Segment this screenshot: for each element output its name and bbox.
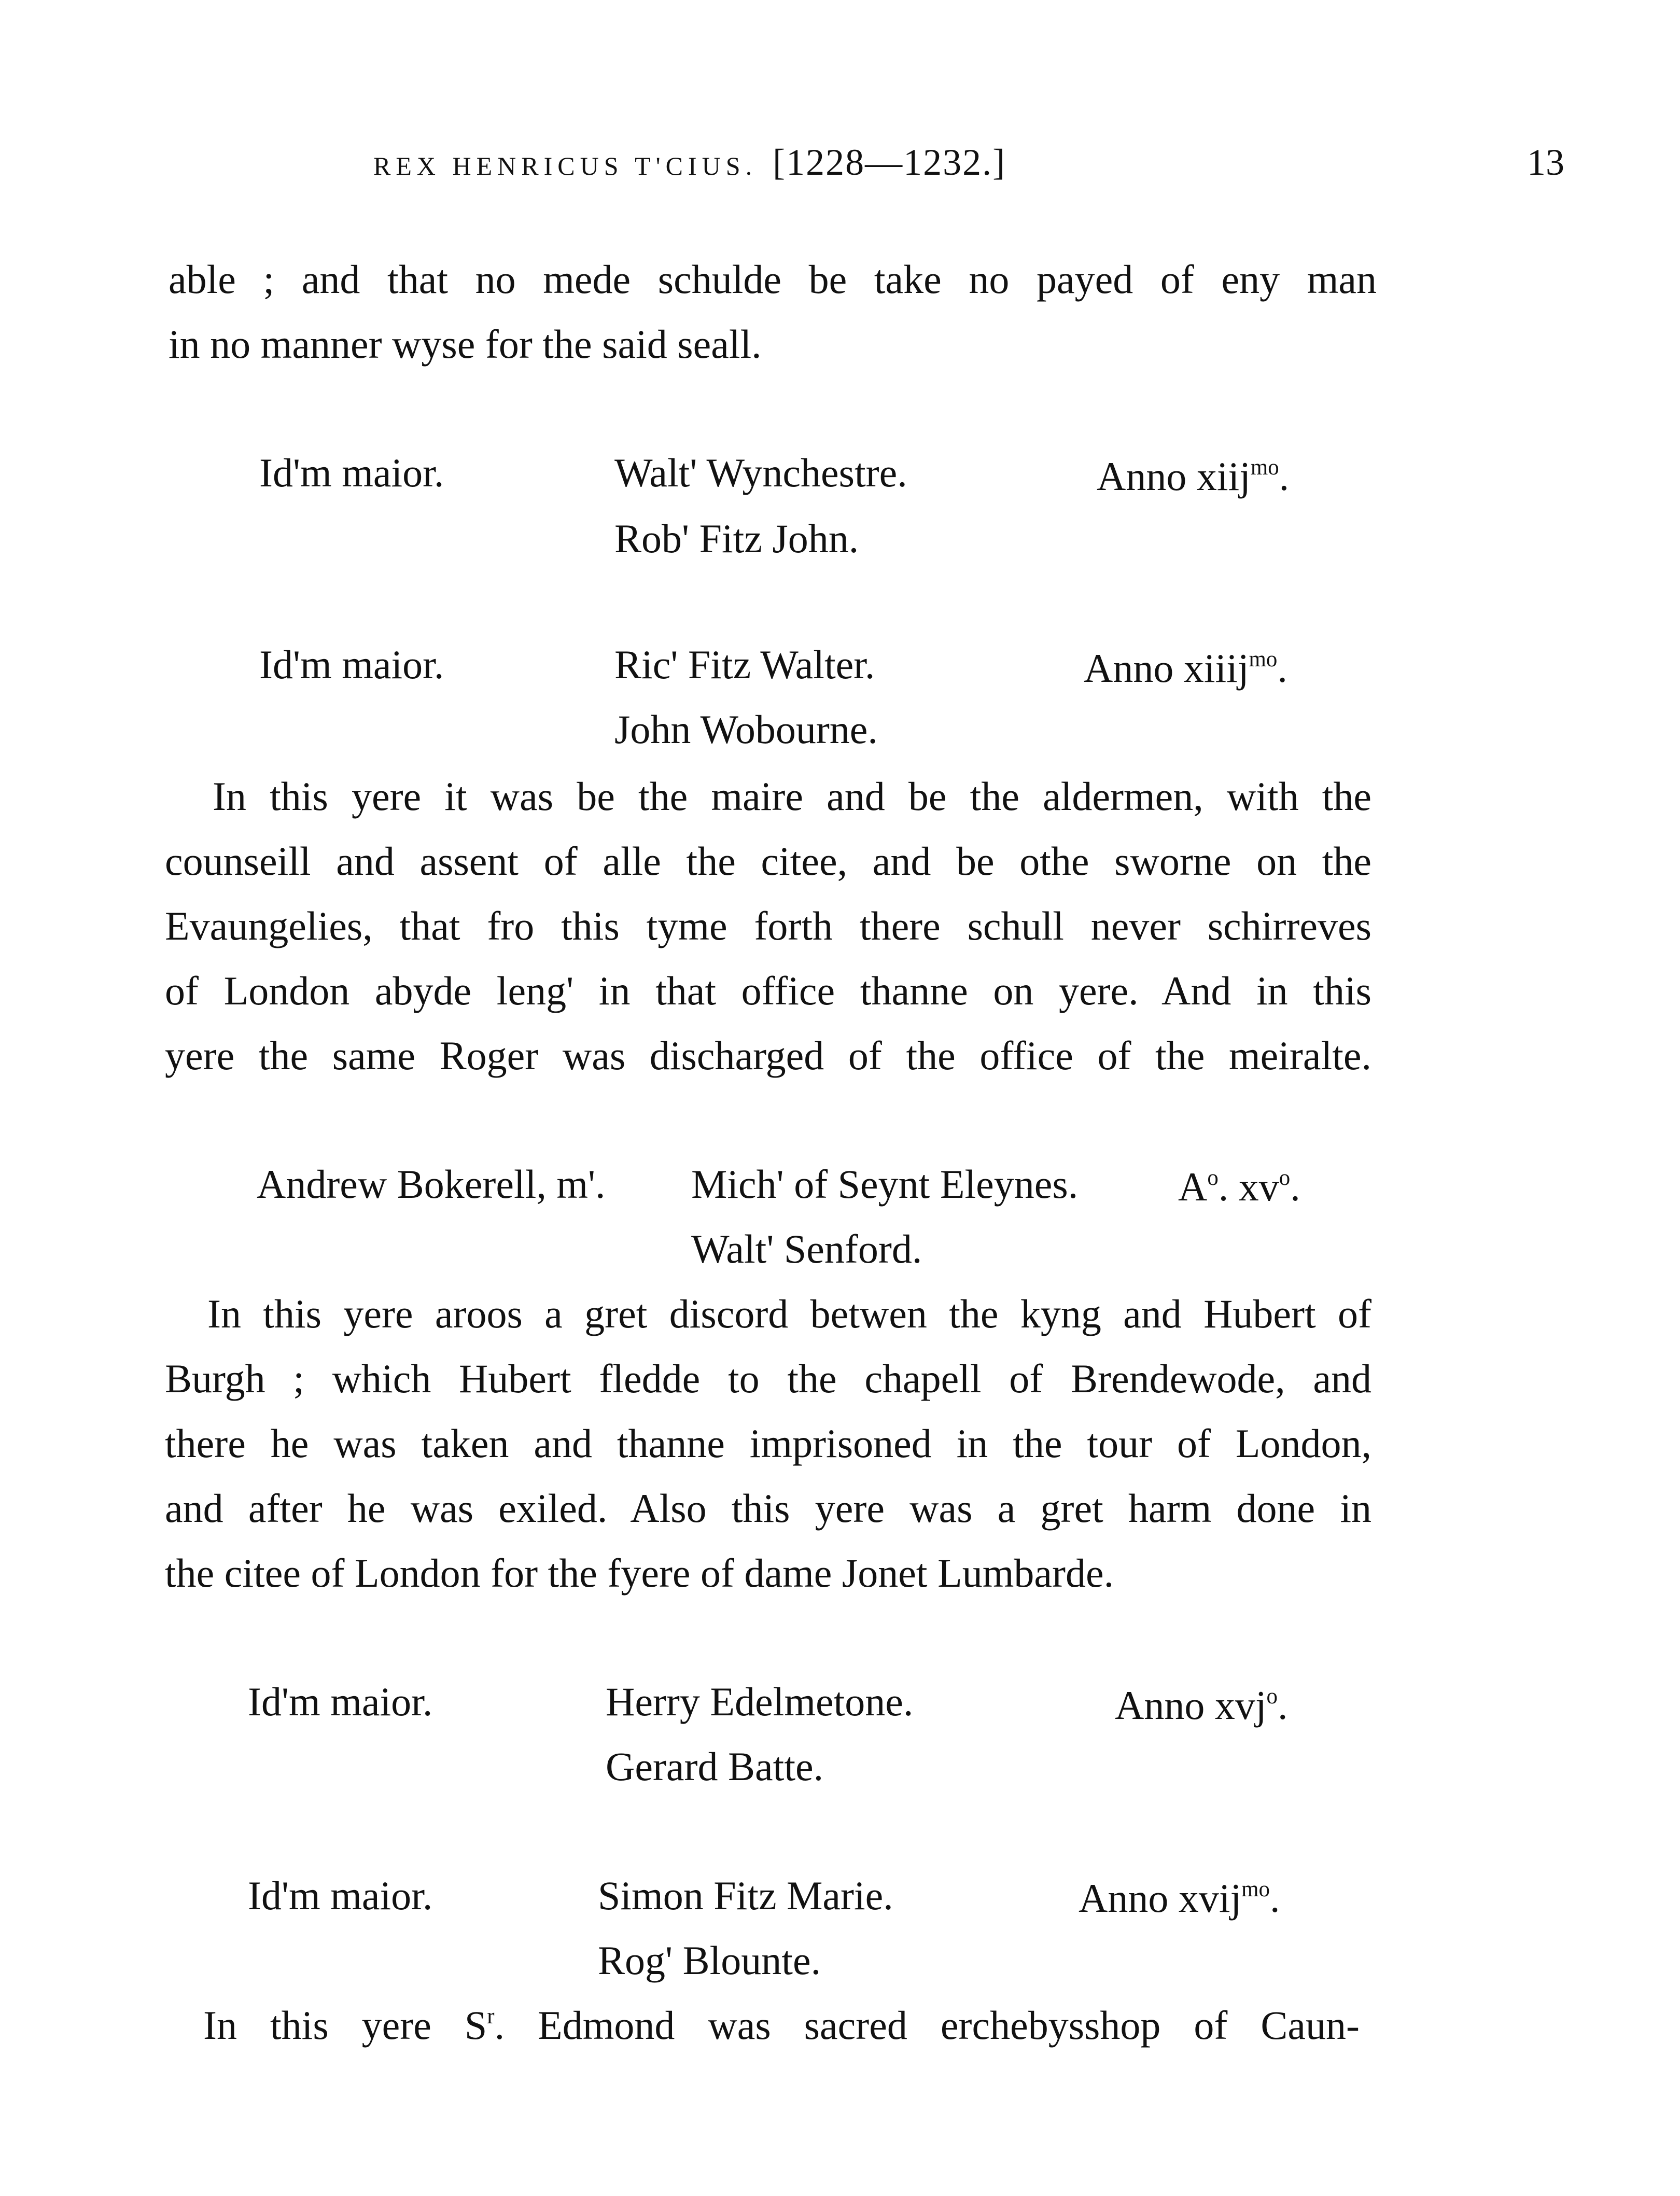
sheriff-name: Walt' Wynchestre.	[614, 450, 907, 495]
paragraph-line: in no manner wyse for the said seall.	[169, 321, 762, 367]
paragraph-line: Evaungelies, that fro this tyme forth there schull never schirreves	[165, 903, 1371, 948]
sheriff-name: John Wobourne.	[614, 707, 878, 752]
paragraph-line: yere the same Roger was discharged of the office of the meiralte.	[165, 1033, 1371, 1078]
paragraph-line: able ; and that no mede schulde be take no payed of eny man	[169, 257, 1377, 302]
sheriff-name: Mich' of Seynt Eleynes.	[691, 1162, 1079, 1207]
regnal-year: Anno xiij$^{mo}$.	[1097, 454, 1290, 499]
regnal-year: Anno xvj$^o$.	[1115, 1683, 1288, 1728]
paragraph-line: of London abyde leng' in that office thanne on yere. And in this	[165, 968, 1371, 1013]
mayor-entry: Andrew Bokerell, m'.	[257, 1162, 606, 1207]
sheriff-name: Rog' Blounte.	[598, 1938, 821, 1983]
paragraph-line: In this yere aroos a gret discord betwen the kyng and Hubert of	[207, 1291, 1371, 1336]
sheriff-name: Gerard Batte.	[606, 1744, 824, 1789]
year-range: [1228—1232.]	[773, 142, 1006, 183]
mayor-entry: Id'm maior.	[259, 450, 444, 495]
regnal-year: Anno xvij$^{mo}$.	[1079, 1876, 1280, 1921]
paragraph-line: In this yere it was be the maire and be the aldermen, with the	[213, 774, 1371, 819]
sheriff-name: Simon Fitz Marie.	[598, 1873, 893, 1918]
paragraph-line: there he was taken and thanne imprisoned in the tour of London,	[165, 1421, 1371, 1466]
regnal-year: $A^o$. $xv^o$.	[1178, 1164, 1300, 1209]
mayor-entry: Id'm maior.	[248, 1873, 433, 1918]
paragraph-line: the citee of London for the fyere of dame Jonet Lumbarde.	[165, 1550, 1114, 1596]
regnal-year: Anno xiiij$^{mo}$.	[1084, 646, 1287, 691]
paragraph-line: In this yere $S^r$. Edmond was sacred erchebysshop of Caun-	[203, 2003, 1360, 2048]
paragraph-line: counseill and assent of alle the citee, and be othe sworne on the	[165, 838, 1371, 884]
sheriff-name: Herry Edelmetone.	[606, 1679, 914, 1724]
running-header	[373, 141, 1006, 184]
paragraph-line: Burgh ; which Hubert fledde to the chapell of Brendewode, and	[165, 1356, 1371, 1401]
mayor-entry: Id'm maior.	[248, 1679, 433, 1724]
sheriff-name: Walt' Senford.	[691, 1226, 922, 1271]
running-title: REX HENRICUS T'CIUS.	[373, 151, 758, 180]
paragraph-line: and after he was exiled. Also this yere was a gret harm done in	[165, 1486, 1371, 1531]
mayor-entry: Id'm maior.	[259, 642, 444, 687]
page-number: 13	[1527, 142, 1564, 183]
sheriff-name: Rob' Fitz John.	[614, 516, 859, 561]
sheriff-name: Ric' Fitz Walter.	[614, 642, 875, 687]
